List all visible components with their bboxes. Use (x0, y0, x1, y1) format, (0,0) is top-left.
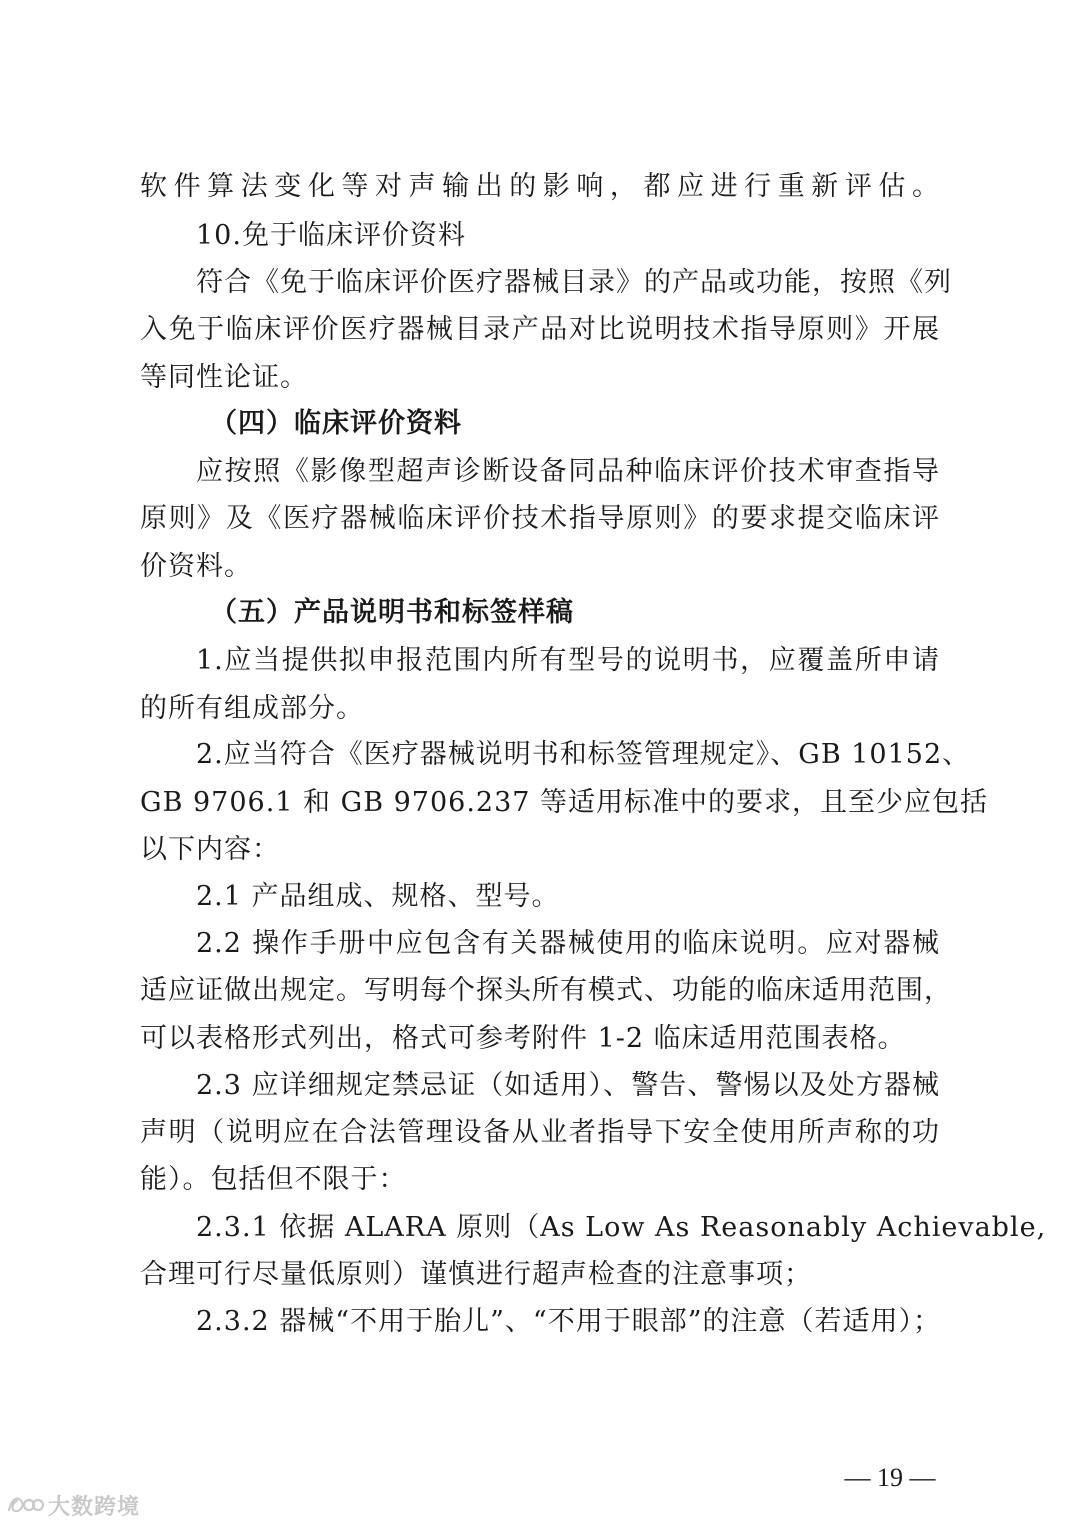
body-line: 应按照《影像型超声诊断设备同品种临床评价技术审查指导 (196, 456, 940, 487)
section-heading-labeling: （五）产品说明书和标签样稿 (210, 597, 574, 628)
body-line: 1.应当提供拟申报范围内所有型号的说明书，应覆盖所申请 (196, 645, 940, 676)
page-number: — 19 — (844, 1463, 936, 1492)
body-line: GB 9706.1 和 GB 9706.237 等适用标准中的要求，且至少应包括 (140, 787, 989, 818)
body-line: 以下内容： (140, 834, 280, 865)
body-line: 适应证做出规定。写明每个探头所有模式、功能的临床适用范围， (140, 975, 952, 1006)
body-line: 价资料。 (140, 551, 252, 582)
watermark (6, 1488, 140, 1522)
body-line: 2.3 应详细规定禁忌证（如适用）、警告、警惕以及处方器械 (196, 1070, 940, 1101)
body-line: 合理可行尽量低原则）谨慎进行超声检查的注意事项； (140, 1259, 812, 1290)
body-line: 2.2 操作手册中应包含有关器械使用的临床说明。应对器械 (196, 928, 940, 959)
body-line: 等同性论证。 (140, 362, 308, 393)
body-line: 能）。包括但不限于： (140, 1164, 407, 1195)
body-line: 2.3.2 器械“不用于胎儿”、“不用于眼部”的注意（若适用）； (196, 1306, 941, 1337)
body-line: 的所有组成部分。 (140, 693, 364, 724)
section-heading-clinical-evaluation: （四）临床评价资料 (210, 408, 462, 439)
section-title: 10.免于临床评价资料 (196, 220, 466, 251)
body-line: 原则》及《医疗器械临床评价技术指导原则》的要求提交临床评 (140, 503, 940, 534)
body-line: 软件算法变化等对声输出的影响，都应进行重新评估。 (140, 171, 940, 202)
body-line: 符合《免于临床评价医疗器械目录》的产品或功能，按照《列 (196, 267, 952, 298)
body-line: 声明（说明应在合法管理设备从业者指导下安全使用所声称的功 (140, 1117, 940, 1148)
watermark-logo-icon (6, 1492, 44, 1518)
body-line: 2.3.1 依据 ALARA 原则（As Low As Reasonably Achievable, (196, 1212, 1047, 1243)
body-line: 2.1 产品组成、规格、型号。 (196, 881, 560, 912)
body-line: 入免于临床评价医疗器械目录产品对比说明技术指导原则》开展 (140, 314, 940, 345)
body-line: 2.应当符合《医疗器械说明书和标签管理规定》、GB 10152、 (196, 739, 971, 770)
body-line: 可以表格形式列出，格式可参考附件 1-2 临床适用范围表格。 (140, 1023, 906, 1054)
watermark-text: 大数跨境 (48, 1494, 141, 1520)
